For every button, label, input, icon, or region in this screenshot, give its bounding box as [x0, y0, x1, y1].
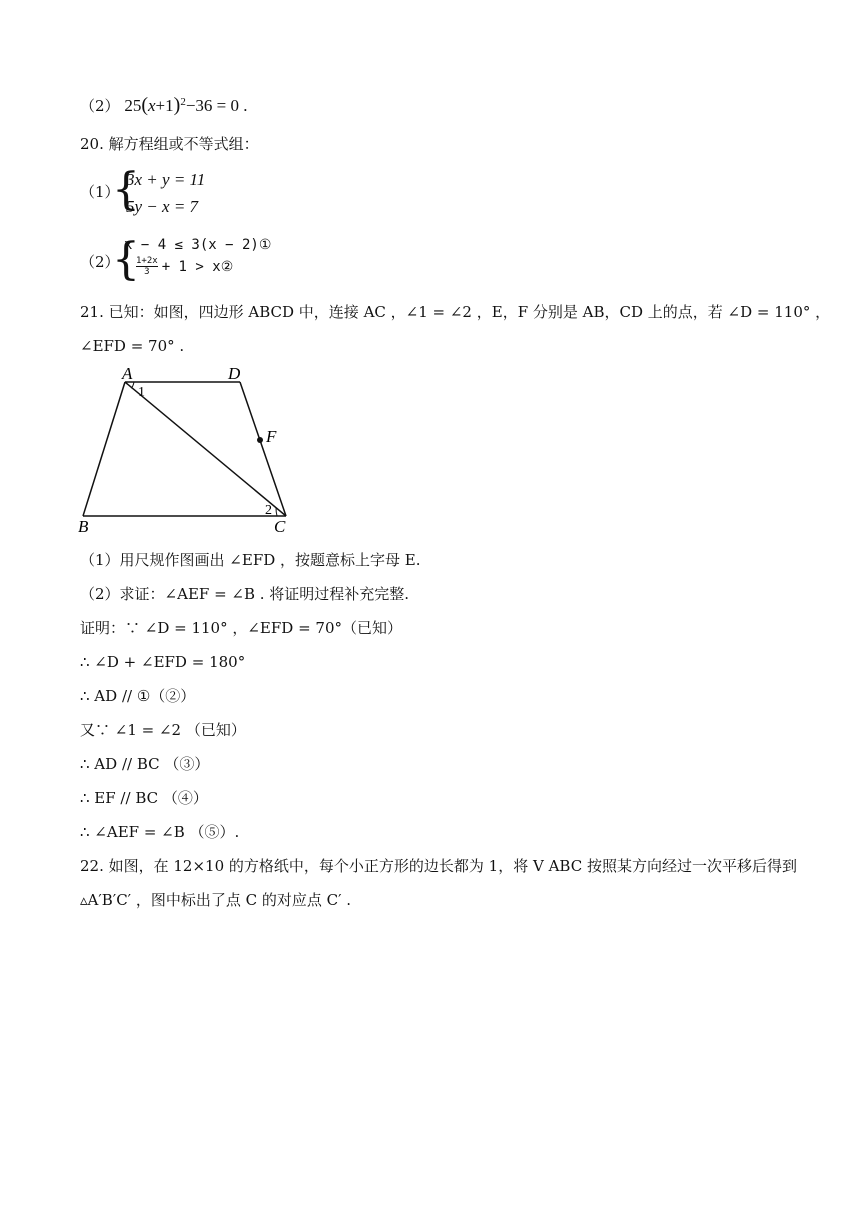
- proof-line-6: ∴ EF // BC （④）: [80, 789, 208, 807]
- label-f: F: [266, 427, 277, 446]
- q21-line2: ∠EFD = 70° .: [80, 337, 185, 355]
- q19-rest: −36 = 0 .: [185, 96, 248, 115]
- proof-line-4: 又∵ ∠1 = ∠2 （已知）: [80, 721, 246, 739]
- q21-part2: （2）求证：∠AEF = ∠B . 将证明过程补充完整.: [80, 585, 410, 603]
- q20-part2-label: （2）: [80, 253, 120, 271]
- q19-part2: （2） $25(x+1)^2-36 = 0$ .: [80, 94, 248, 116]
- q20-part1-label: （1）: [80, 183, 120, 201]
- q22-line1: 22. 如图，在 12×10 的方格纸中，每个小正方形的边长都为 1，将 V ABC 按照某方向经过一次平移后得到: [80, 857, 797, 875]
- q20-part2-brace: {: [112, 234, 140, 285]
- q20-part1-eq2: 5y − x = 7: [126, 197, 199, 216]
- q21-line1: 21. 已知：如图，四边形 ABCD 中，连接 AC ，∠1 = ∠2 ，E，F 分别是 AB，CD 上的点，若 ∠D = 110° ，: [80, 303, 831, 321]
- q20-frac-num: 1+2x: [136, 256, 158, 266]
- proof-line-7: ∴ ∠AEF = ∠B （⑤）.: [80, 823, 240, 841]
- label-angle1: 1: [138, 385, 145, 400]
- label-a: A: [122, 364, 133, 383]
- q20-frac-den: 3: [144, 267, 150, 277]
- q20-part1-brace: {: [112, 164, 140, 215]
- label-b: B: [78, 517, 89, 536]
- q22-line2: ▵A′B′C′ ，图中标出了点 C 的对应点 C′ .: [80, 891, 352, 909]
- q19-var: x: [148, 96, 156, 115]
- q19-coef: 25: [124, 96, 142, 115]
- q19-exponent: 2: [180, 96, 186, 108]
- q20-fraction: [136, 256, 158, 277]
- q20-part2-ineq1: x − 4 ≤ 3(x − 2)①: [124, 237, 272, 253]
- q20-part1-eq1: 3x + y = 11: [126, 170, 206, 189]
- q21-figure: [70, 360, 300, 544]
- q20-title: 20. 解方程组或不等式组：: [80, 135, 259, 153]
- label-angle2: 2: [265, 503, 272, 518]
- q21-part1: （1）用尺规作图画出 ∠EFD ，按题意标上字母 E.: [80, 551, 421, 569]
- proof-line-2: ∴ ∠D + ∠EFD = 180°: [80, 653, 246, 671]
- q20-part2-ineq2: [136, 256, 233, 277]
- proof-line-1: 证明：∵ ∠D = 110° ，∠EFD = 70°（已知）: [80, 619, 403, 637]
- q19-part2-label: （2）: [80, 97, 120, 115]
- diagonal-ac: [125, 382, 286, 516]
- proof-line-3: ∴ AD // ①（②）: [80, 687, 196, 705]
- quadrilateral-diagram: [70, 360, 300, 540]
- point-f: [257, 437, 263, 443]
- label-d: D: [228, 364, 241, 383]
- proof-line-5: ∴ AD // BC （③）: [80, 755, 210, 773]
- edge-ab: [83, 382, 125, 516]
- q19-plus: +1: [155, 96, 174, 115]
- label-c: C: [274, 517, 286, 536]
- q20-ineq2-rest: + 1 > x②: [161, 258, 234, 275]
